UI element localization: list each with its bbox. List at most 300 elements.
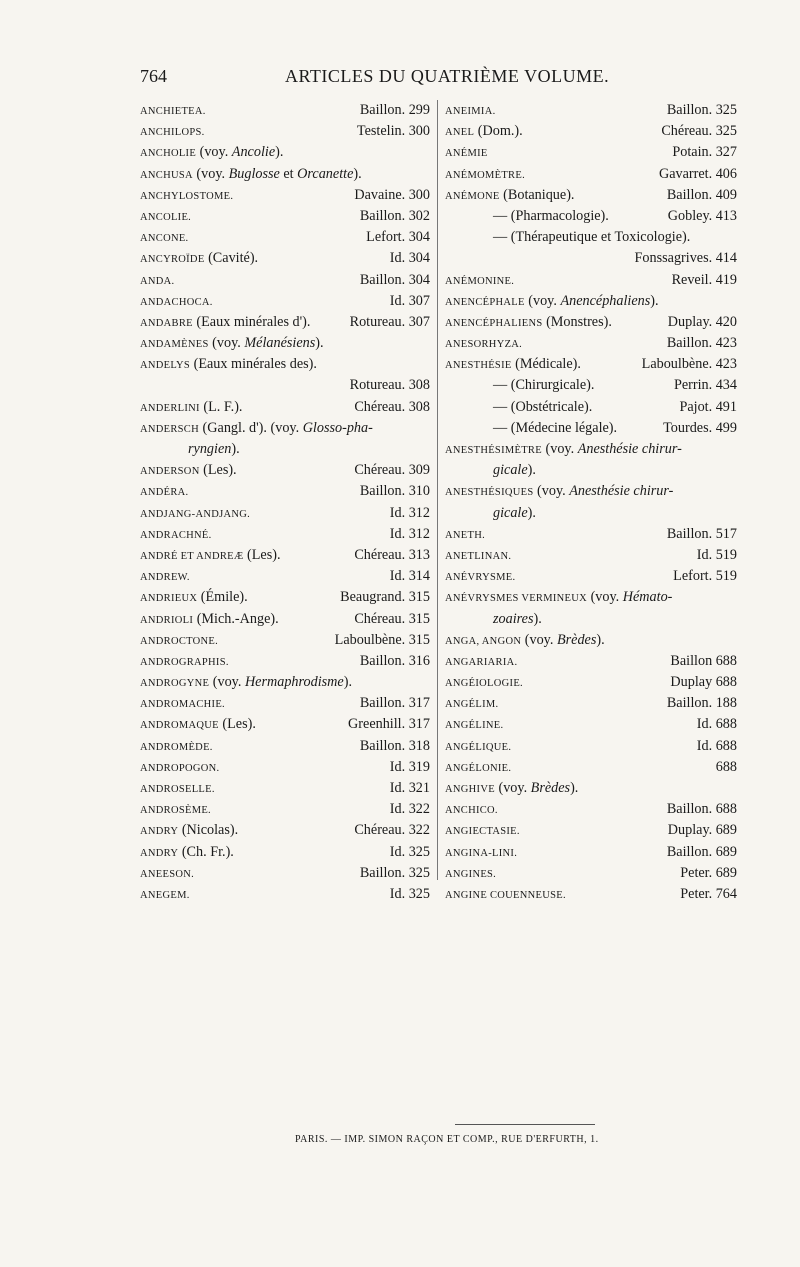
entry-term: [445, 757, 511, 779]
entry-author-page: Beaugrand. 315: [340, 589, 430, 606]
entry-headword: ANGÉLINE.: [445, 720, 504, 732]
index-entry: [445, 248, 737, 269]
entry-headword: ANGÉLIM.: [445, 699, 499, 711]
entry-term: [140, 185, 233, 207]
entry-term: [445, 481, 673, 503]
entry-term: [140, 100, 206, 122]
entry-author-page: Baillon. 316: [359, 652, 430, 669]
entry-headword: ANEL: [445, 127, 475, 139]
entry-author-page: Id. 314: [389, 568, 430, 585]
entry-punctuation: ).: [315, 335, 324, 352]
entry-term: [140, 672, 352, 694]
entry-headword: ANGIECTASIE.: [445, 826, 520, 838]
index-entry: [445, 100, 737, 121]
index-entry: [445, 545, 737, 566]
index-entry: [140, 693, 430, 714]
left-column: [140, 100, 430, 905]
entry-headword: ANDÉRA.: [140, 487, 189, 499]
entry-author-page: Pajot. 491: [679, 398, 737, 415]
index-entry: [140, 736, 430, 757]
index-entry: [445, 354, 737, 375]
entry-headword: ANDAMÈNES: [140, 339, 209, 351]
entry-term: [140, 630, 218, 652]
index-entry: [140, 799, 430, 820]
entry-term: [445, 524, 485, 546]
entry-term: [493, 503, 536, 524]
entry-qualifier: — (Thérapeutique et Toxicologie).: [493, 229, 691, 246]
index-entry: [445, 227, 737, 248]
entry-headword: ANGA, ANGON: [445, 635, 522, 647]
index-entry: [445, 270, 737, 291]
entry-qualifier: (voy.: [196, 144, 232, 161]
entry-headword: ANDRACHNÉ.: [140, 529, 212, 541]
entry-qualifier: — (Chirurgicale).: [493, 377, 595, 394]
index-entry: [445, 439, 737, 460]
entry-term: [140, 354, 317, 376]
index-entry: [140, 524, 430, 545]
entry-headword: ANDA.: [140, 275, 175, 287]
entry-headword: ANDROMACHIE.: [140, 699, 225, 711]
index-entry: [445, 587, 737, 608]
entry-term: [445, 142, 488, 164]
index-entry: [140, 333, 430, 354]
page-header: [140, 66, 730, 92]
entry-term: [140, 142, 283, 164]
entry-author-page: Perrin. 434: [673, 377, 737, 394]
entry-author-page: Lefort. 304: [366, 229, 430, 246]
entry-author-page: Baillon. 317: [359, 695, 430, 712]
entry-headword: ANÉMONE: [445, 190, 500, 202]
entry-author-page: Id. 688: [696, 716, 737, 733]
entry-author-page: Testelin. 300: [356, 123, 430, 140]
entry-author-page: Potain. 327: [672, 144, 737, 161]
entry-author-page: Greenhill. 317: [348, 716, 430, 733]
entry-headword: ANCHILOPS.: [140, 127, 205, 139]
entry-author-page: Tourdes. 499: [663, 419, 737, 436]
entry-author-page: Gobley. 413: [667, 207, 737, 224]
index-entry: [445, 397, 737, 418]
index-entry: [140, 397, 430, 418]
entry-qualifier: (Nicolas).: [178, 822, 239, 839]
entry-term: [493, 375, 594, 396]
entry-qualifier: (voy.: [209, 674, 245, 691]
entry-headword: ANGÉLIQUE.: [445, 741, 512, 753]
entry-author-page: Chéreau. 325: [661, 123, 737, 140]
index-entry: [445, 566, 737, 587]
index-entry: [445, 121, 737, 142]
index-entry: [140, 545, 430, 566]
index-entry: [445, 778, 737, 799]
entry-author-page: Duplay 688: [670, 674, 737, 691]
entry-punctuation: ).: [527, 462, 536, 479]
entry-author-page: Id. 319: [389, 758, 430, 775]
entry-term: [445, 312, 612, 334]
entry-headword: ANÉMONINE.: [445, 275, 515, 287]
entry-punctuation: ).: [275, 144, 284, 161]
entry-headword: ANENCÉPHALIENS: [445, 317, 543, 329]
entry-author-page: Baillon. 310: [359, 483, 430, 500]
entry-term: [445, 630, 605, 652]
entry-term: [140, 481, 188, 503]
entry-term: [445, 270, 514, 292]
entry-cross-reference: Anencéphaliens: [560, 292, 651, 309]
index-entry: [140, 121, 430, 142]
entry-term: [445, 545, 511, 567]
index-entry: [140, 270, 430, 291]
entry-cross-reference: gicale: [493, 504, 528, 521]
entry-term: [445, 651, 517, 673]
index-entry: [140, 439, 430, 460]
entry-headword: ANDERSCH: [140, 423, 199, 435]
entry-cross-reference: Ancolie: [231, 144, 276, 161]
entry-headword: ANCHYLOSTOME.: [140, 190, 234, 202]
index-entry: [445, 799, 737, 820]
entry-headword: ANGINA-LINI.: [445, 847, 518, 859]
index-entry: [140, 185, 430, 206]
entry-term: [445, 884, 566, 906]
entry-qualifier: (Cavité).: [204, 250, 259, 267]
entry-term: [445, 863, 496, 885]
entry-term: [140, 778, 215, 800]
index-entry: [140, 863, 430, 884]
entry-term: [140, 587, 248, 609]
index-entry: [140, 566, 430, 587]
entry-term: [140, 609, 279, 631]
entry-headword: ANGÉLONIE.: [445, 762, 512, 774]
entry-term: [140, 820, 238, 842]
entry-headword: ANESTHÉSIE: [445, 360, 512, 372]
index-entry: [140, 842, 430, 863]
entry-author-page: Id. 688: [696, 737, 737, 754]
entry-headword: ANDROMÈDE.: [140, 741, 213, 753]
entry-author-page: Id. 321: [389, 780, 430, 796]
entry-author-page: Baillon. 299: [359, 102, 430, 118]
entry-qualifier: (Médicale).: [511, 356, 581, 373]
entry-headword: ANGARIARIA.: [445, 656, 518, 668]
entry-headword: ANDRIOLI: [140, 614, 194, 626]
index-entry: [140, 778, 430, 799]
entry-cross-reference: gicale: [493, 462, 528, 479]
entry-punctuation: ).: [650, 292, 659, 309]
index-entry: [140, 481, 430, 502]
entry-author-page: Baillon. 325: [359, 864, 430, 881]
entry-author-page: Gavarret. 406: [659, 165, 737, 182]
entry-punctuation: ).: [570, 780, 579, 796]
index-entry: [140, 100, 430, 121]
entry-author-page: Id. 312: [389, 525, 430, 542]
entry-punctuation: ).: [231, 441, 240, 457]
entry-headword: ANCOLIE.: [140, 211, 192, 223]
entry-qualifier: (Les).: [199, 462, 237, 479]
footer-rule: [455, 1124, 595, 1125]
entry-term: [493, 397, 592, 418]
entry-headword: ANDRY: [140, 826, 179, 838]
entry-punctuation: ).: [353, 165, 362, 182]
entry-qualifier: (voy.: [192, 165, 229, 182]
entry-cross-reference: Glosso-pha-: [302, 419, 373, 436]
entry-term: [140, 651, 229, 673]
entry-cross-reference: Orcanette: [297, 165, 354, 182]
entry-term: [140, 566, 190, 588]
entry-author-page: Baillon. 302: [359, 207, 430, 224]
entry-term: [445, 354, 581, 376]
entry-qualifier: (Eaux minérales des).: [190, 356, 317, 373]
entry-qualifier: (Mich.-Ange).: [193, 610, 279, 627]
entry-term: [140, 884, 190, 906]
entry-term: [445, 439, 682, 461]
entry-author-page: Baillon. 304: [359, 271, 430, 288]
index-entry: [445, 651, 737, 672]
entry-term: [140, 227, 188, 249]
entry-cross-reference: Buglosse: [228, 165, 280, 182]
entry-author-page: 688: [715, 758, 737, 775]
entry-author-page: Davaine. 300: [354, 186, 430, 203]
entry-qualifier: (Eaux minérales d').: [192, 313, 311, 330]
entry-term: [188, 439, 240, 460]
index-entry: [445, 291, 737, 312]
entry-author-page: Laboulbène. 315: [334, 631, 430, 648]
entry-term: [140, 799, 211, 821]
entry-author-page: Id. 304: [389, 250, 430, 267]
entry-headword: ANCHUSA: [140, 169, 193, 181]
index-entry: [445, 757, 737, 778]
index-entry: [445, 481, 737, 502]
entry-qualifier: (Gangl. d'). (voy.: [199, 419, 303, 436]
entry-headword: ANÉMOMÈTRE.: [445, 169, 526, 181]
entry-headword: ANDROPOGON.: [140, 762, 220, 774]
page-number: 764: [140, 66, 167, 86]
entry-headword: ANDREW.: [140, 572, 190, 584]
entry-term: [140, 757, 219, 779]
entry-qualifier: (voy.: [587, 589, 623, 606]
index-entry: [445, 884, 737, 905]
index-entry: [140, 164, 430, 185]
entry-term: [140, 270, 174, 292]
entry-term: [140, 312, 310, 334]
entry-headword: ANÉMIE: [445, 148, 488, 160]
entry-term: [493, 609, 542, 630]
entry-qualifier: (voy.: [208, 335, 245, 352]
entry-qualifier: (Les).: [243, 546, 281, 563]
index-entry: [140, 651, 430, 672]
entry-author-page: Id. 519: [696, 546, 737, 563]
index-entry: [445, 375, 737, 396]
entry-headword: ANESTHÉSIMÈTRE: [445, 445, 542, 456]
index-entry: [140, 587, 430, 608]
entry-headword: ANÉVRYSME.: [445, 572, 516, 584]
index-entry: [445, 142, 737, 163]
entry-term: [445, 820, 520, 842]
index-entry: [445, 630, 737, 651]
column-divider: [437, 100, 438, 880]
entry-term: [140, 524, 212, 546]
index-entry: [140, 375, 430, 396]
entry-punctuation: ).: [527, 504, 536, 521]
entry-author-page: Lefort. 519: [673, 568, 737, 585]
entry-qualifier: — (Obstétricale).: [493, 398, 593, 415]
index-entry: [445, 736, 737, 757]
entry-author-page: Peter. 764: [680, 885, 737, 902]
entry-term: [493, 227, 690, 248]
entry-headword: ANDELYS: [140, 360, 191, 372]
entry-headword: ANGINES.: [445, 868, 497, 880]
entry-cross-reference: ryngien: [188, 441, 232, 457]
entry-term: [493, 418, 617, 439]
index-entry: [445, 418, 737, 439]
entry-author-page: Baillon. 689: [666, 843, 737, 860]
entry-author-page: Baillon. 517: [666, 525, 737, 542]
entry-cross-reference: Anesthésie chirur-: [569, 483, 674, 500]
entry-qualifier: (voy.: [533, 483, 570, 500]
entry-headword: ANDRY: [140, 847, 179, 859]
entry-qualifier: (Botanique).: [499, 186, 575, 203]
entry-headword: ANDACHOCA.: [140, 296, 213, 308]
index-entry: [445, 693, 737, 714]
entry-term: [140, 206, 191, 228]
entry-term: [445, 693, 498, 715]
entry-qualifier: — (Médecine légale).: [493, 419, 618, 436]
entry-author-page: Duplay. 689: [667, 822, 737, 839]
entry-author-page: Peter. 689: [680, 864, 737, 881]
entry-qualifier: (L. F.).: [199, 398, 243, 415]
entry-author-page: Id. 325: [389, 885, 430, 902]
entry-author-page: Baillon. 409: [666, 186, 737, 203]
index-entry: [140, 757, 430, 778]
index-entry: [445, 672, 737, 693]
index-entry: [140, 142, 430, 163]
entry-headword: ANENCÉPHALE: [445, 296, 525, 308]
index-entry: [445, 863, 737, 884]
entry-headword: ANDABRE: [140, 317, 193, 329]
entry-headword: ANCHOLIE: [140, 148, 197, 160]
entry-term: [493, 460, 536, 481]
entry-author-page: Chéreau. 315: [354, 610, 430, 627]
index-entry: [445, 609, 737, 630]
printer-imprint: PARIS. — IMP. SIMON RAÇON ET COMP., RUE D'ERFURTH, 1.: [295, 1134, 599, 1145]
entry-headword: ANÉVRYSMES VERMINEUX: [445, 593, 588, 605]
entry-headword: ANDERSON: [140, 466, 200, 478]
index-entry: [140, 820, 430, 841]
entry-term: [140, 842, 234, 864]
entry-term: [445, 121, 523, 143]
index-entry: [140, 206, 430, 227]
entry-headword: ANCHICO.: [445, 805, 498, 817]
entry-author-page: Baillon 688: [670, 652, 737, 669]
entry-term: [140, 291, 213, 313]
entry-author-page: Baillon. 423: [666, 335, 737, 352]
entry-qualifier: (voy.: [524, 292, 561, 309]
entry-term: [140, 736, 213, 758]
index-entry: [445, 842, 737, 863]
entry-author-page: Baillon. 188: [666, 695, 737, 712]
entry-author-page: Id. 312: [389, 504, 430, 521]
index-entry: [445, 333, 737, 354]
entry-qualifier: (voy.: [541, 441, 578, 457]
index-entry: [445, 185, 737, 206]
entry-term: [445, 587, 672, 609]
entry-term: [140, 503, 250, 525]
entry-term: [445, 164, 525, 186]
entry-term: [140, 164, 362, 186]
entry-author-page: Id. 325: [389, 843, 430, 860]
entry-headword: ANDERLINI: [140, 402, 200, 414]
entry-term: [140, 714, 256, 736]
entry-author-page: Baillon. 325: [666, 102, 737, 118]
entry-term: [445, 714, 503, 736]
index-entry: [140, 227, 430, 248]
entry-cross-reference: Anesthésie chirur-: [577, 441, 682, 457]
entry-cross-reference: Hermaphrodisme: [244, 674, 344, 691]
entry-term: [140, 693, 225, 715]
entry-headword: ANCONE.: [140, 233, 189, 245]
index-entry: [445, 164, 737, 185]
entry-headword: ANESTHÉSIQUES: [445, 487, 534, 499]
entry-headword: ANGINE COUENNEUSE.: [445, 889, 566, 901]
entry-term: [445, 778, 578, 800]
entry-term: [140, 333, 324, 355]
entry-headword: ANDRÉ ET ANDREÆ: [140, 550, 244, 562]
entry-term: [445, 185, 574, 207]
entry-author-page: Chéreau. 322: [354, 822, 430, 839]
running-title: ARTICLES DU QUATRIÈME VOLUME.: [285, 66, 610, 86]
entry-author-page: Fonssagrives. 414: [634, 250, 737, 267]
entry-author-page: Chéreau. 308: [354, 398, 430, 415]
index-entry: [140, 714, 430, 735]
index-entry: [140, 312, 430, 333]
entry-cross-reference: Brèdes: [530, 780, 571, 796]
entry-punctuation: ).: [533, 610, 542, 627]
entry-headword: ANESORHYZA.: [445, 339, 523, 351]
entry-term: [445, 799, 498, 821]
entry-punctuation: ).: [343, 674, 352, 691]
index-entry: [140, 418, 430, 439]
right-column: [445, 100, 737, 905]
entry-punctuation: et: [279, 165, 298, 182]
entry-author-page: Chéreau. 313: [354, 546, 430, 563]
index-entry: [445, 503, 737, 524]
entry-term: [445, 100, 496, 122]
entry-headword: ANDRIEUX: [140, 593, 198, 605]
entry-qualifier: (voy.: [521, 631, 557, 648]
entry-qualifier: (Émile).: [197, 589, 248, 606]
index-entry: [445, 460, 737, 481]
entry-headword: ANEGEM.: [140, 889, 190, 901]
entry-cross-reference: Brèdes: [556, 631, 597, 648]
entry-qualifier: (voy.: [494, 780, 531, 796]
entry-headword: ANCHIETEA.: [140, 106, 206, 117]
entry-term: [140, 418, 373, 440]
entry-qualifier: — (Pharmacologie).: [493, 207, 609, 224]
entry-headword: ANDROGRAPHIS.: [140, 656, 229, 668]
entry-author-page: Chéreau. 309: [354, 462, 430, 479]
index-entry: [140, 609, 430, 630]
index-entry: [140, 354, 430, 375]
index-entry: [140, 291, 430, 312]
entry-qualifier: (Dom.).: [474, 123, 523, 140]
entry-author-page: Id. 322: [389, 801, 430, 818]
index-entry: [445, 312, 737, 333]
entry-headword: ANGÉIOLOGIE.: [445, 678, 523, 690]
entry-term: [140, 545, 281, 567]
entry-author-page: Reveil. 419: [671, 271, 737, 288]
entry-headword: ANETH.: [445, 529, 486, 541]
index-entry: [140, 630, 430, 651]
index-entry: [445, 820, 737, 841]
entry-term: [445, 333, 522, 355]
entry-qualifier: (Les).: [218, 716, 256, 733]
index-entry: [140, 503, 430, 524]
entry-term: [140, 460, 237, 482]
